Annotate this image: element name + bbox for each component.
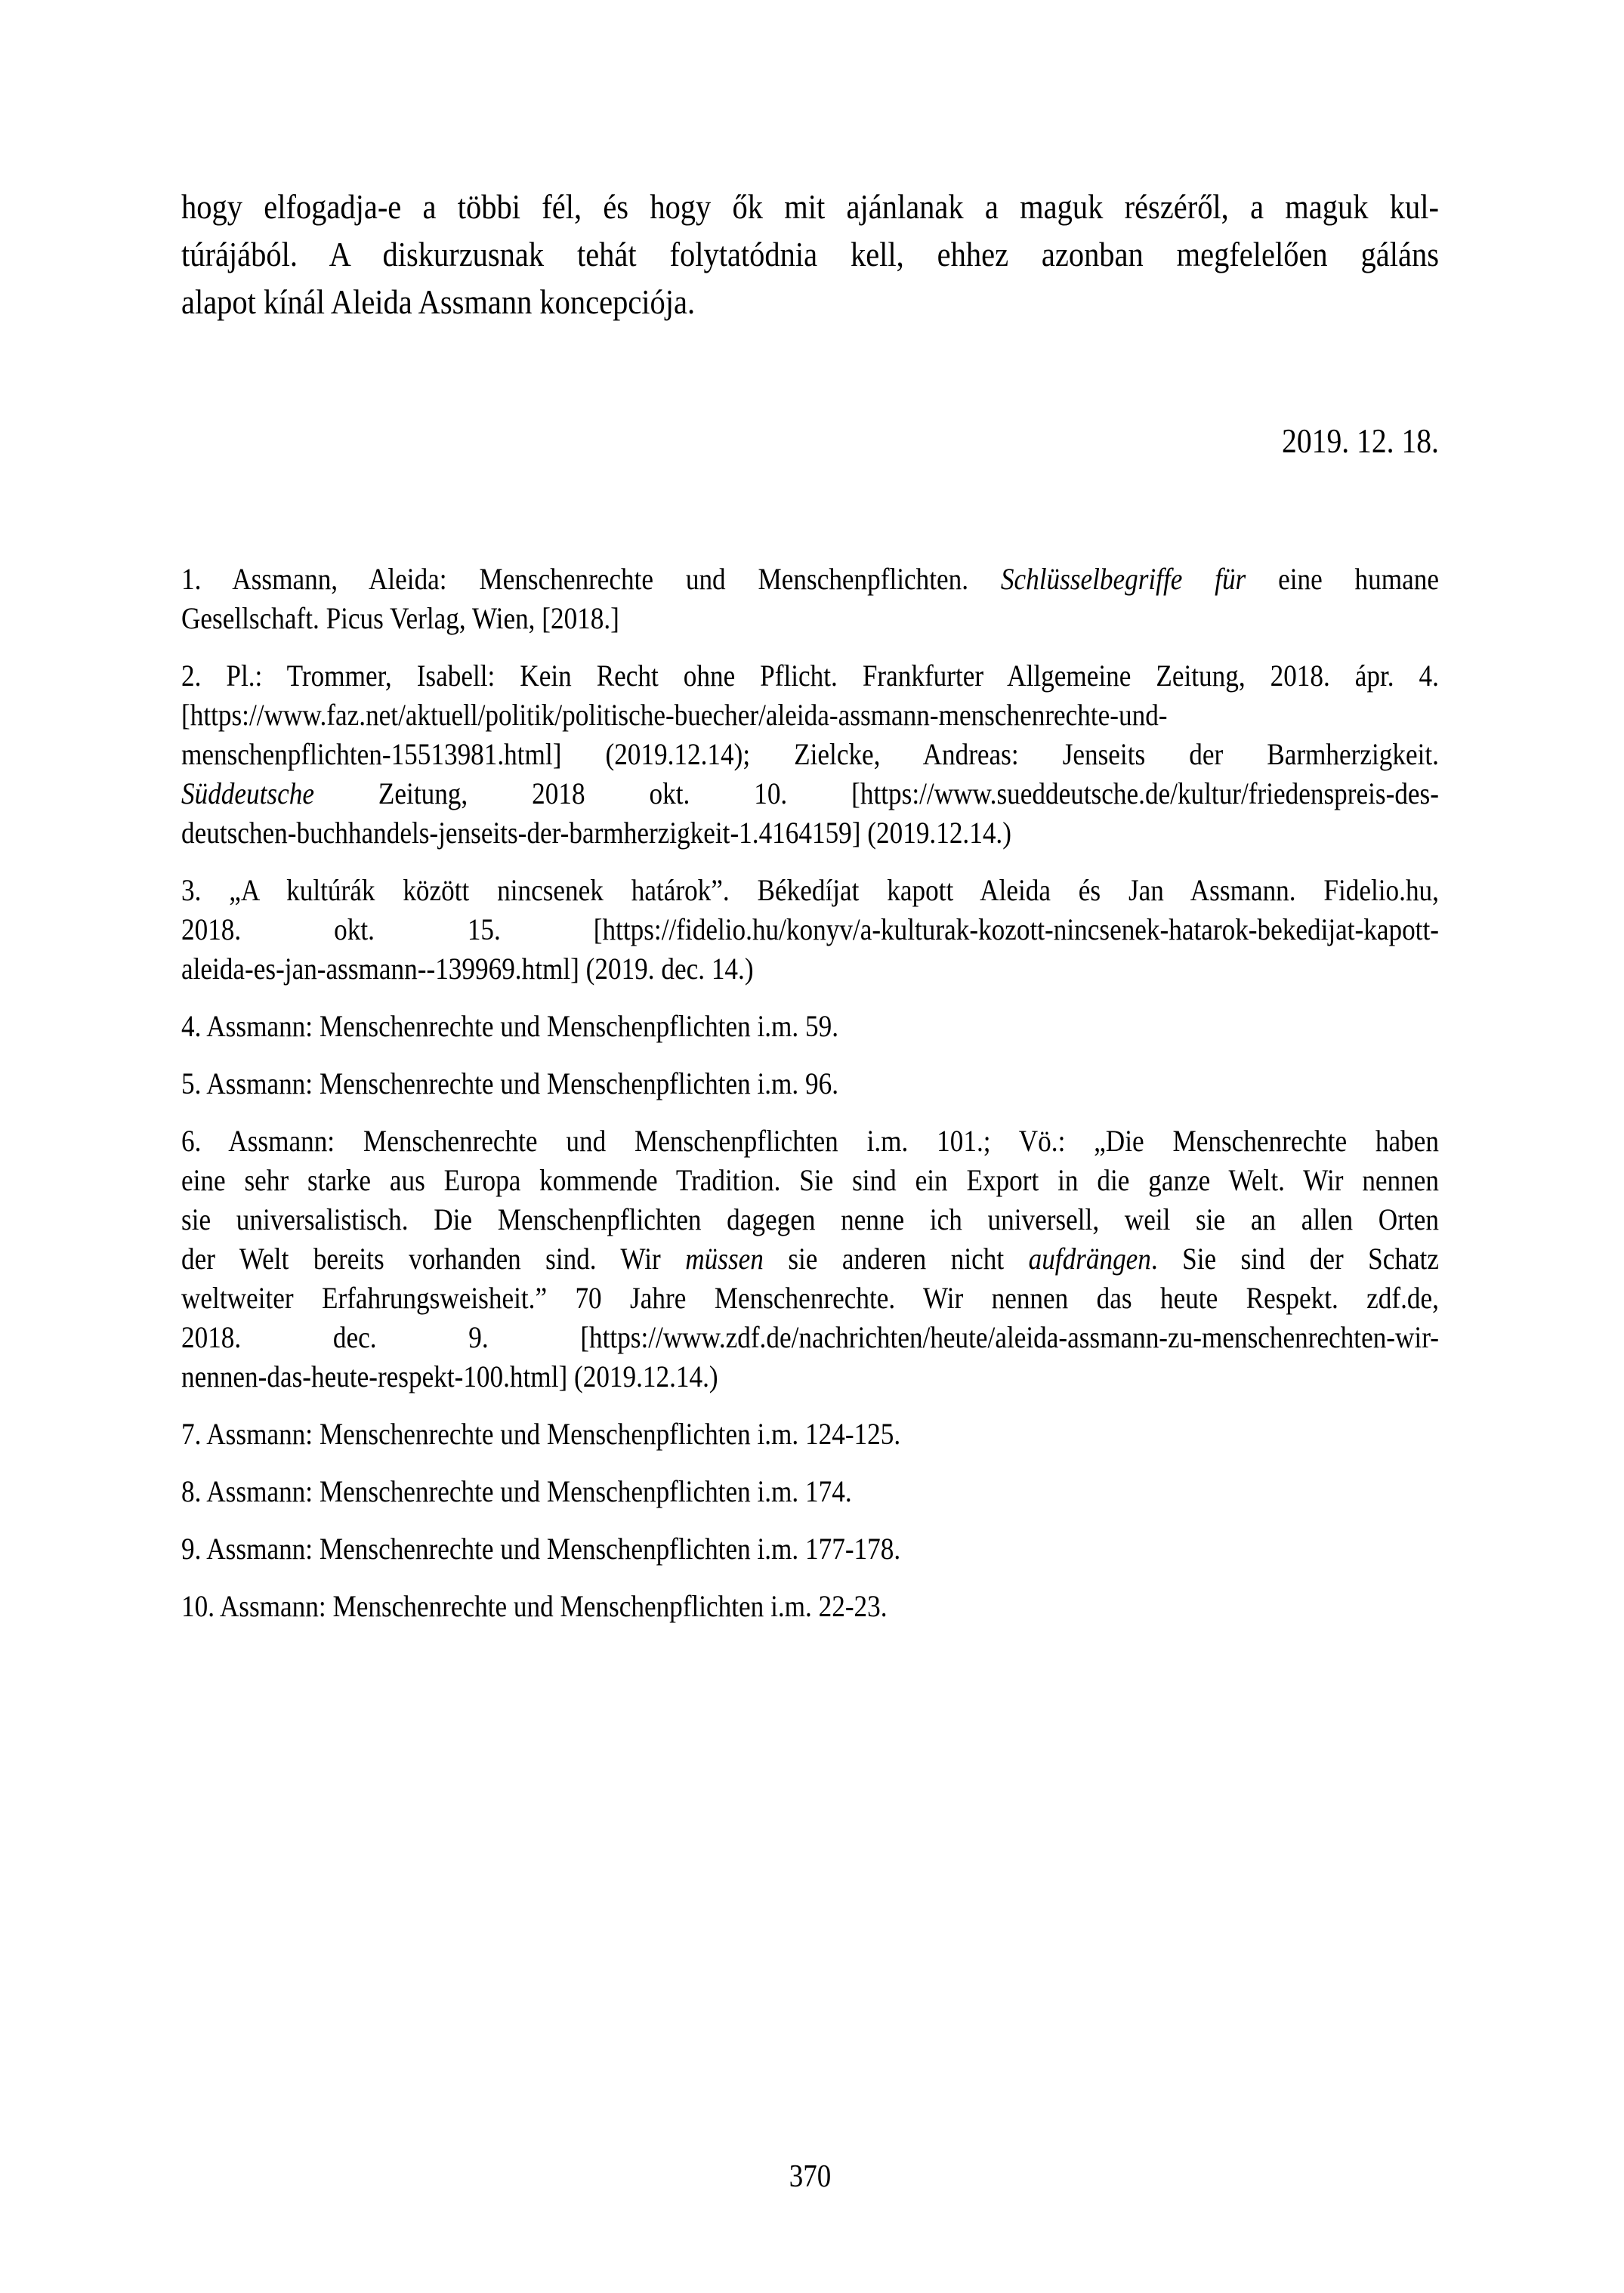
main-paragraph	[181, 0, 1439, 326]
text-line	[181, 774, 1439, 813]
text-line	[181, 1122, 1439, 1161]
text-segment: 9. Assmann: Menschenrechte und Menschenpflichten i.m. 177-178.	[181, 1532, 901, 1566]
italic-text-segment: aufdrängen	[1028, 1242, 1151, 1276]
text-segment: 10. Assmann: Menschenrechte und Menschenpflichten i.m. 22-23.	[181, 1589, 888, 1623]
text-line	[181, 1318, 1439, 1357]
text-line	[181, 1587, 1439, 1626]
text-segment: Gesellschaft. Picus Verlag, Wien, [2018.]	[181, 601, 619, 635]
text-segment: . Sie sind der Schatz	[1150, 1242, 1439, 1276]
text-line	[181, 560, 1439, 599]
text-segment: túrájából. A diskurzusnak tehát folytatódnia kell, ehhez azonban megfelelően gáláns	[181, 235, 1439, 273]
text-segment: weltweiter Erfahrungsweisheit.” 70 Jahre Menschenrechte. Wir nennen das heute Respekt. zdf.de,	[181, 1281, 1439, 1315]
text-line	[181, 1007, 1439, 1046]
text-segment: hogy elfogadja-e a többi fél, és hogy ők mit ajánlanak a maguk részéről, a maguk kul-	[181, 187, 1439, 226]
text-line	[181, 735, 1439, 774]
text-line	[181, 1200, 1439, 1239]
text-segment: alapot kínál Aleida Assmann koncepciója.	[181, 282, 696, 321]
text-column-inner	[181, 0, 1439, 2293]
text-line	[181, 1239, 1439, 1279]
footnote-5	[181, 1064, 1439, 1103]
text-line	[181, 1529, 1439, 1569]
page-number: 370	[789, 2159, 832, 2194]
text-line	[181, 278, 1439, 326]
text-segment: eine humane	[1246, 562, 1439, 596]
footnote-1	[181, 560, 1439, 638]
text-segment: 3. „A kultúrák között nincsenek határok”. Békedíjat kapott Aleida és Jan Assmann. Fidelio.hu,	[181, 873, 1439, 907]
text-segment: menschenpflichten-15513981.html] (2019.12.14); Zielcke, Andreas: Jenseits der Barmherzigkeit.	[181, 737, 1439, 771]
text-line	[181, 1415, 1439, 1454]
text-line	[181, 230, 1439, 278]
text-segment: sie anderen nicht	[763, 1242, 1029, 1276]
footnote-2	[181, 656, 1439, 853]
date-line: 2019. 12. 18.	[1282, 422, 1439, 460]
text-segment: aleida-es-jan-assmann--139969.html] (2019. dec. 14.)	[181, 952, 754, 986]
italic-text-segment: Süddeutsche	[181, 776, 314, 810]
footnote-7	[181, 1415, 1439, 1454]
text-segment: der Welt bereits vorhanden sind. Wir	[181, 1242, 686, 1276]
text-segment: eine sehr starke aus Europa kommende Tradition. Sie sind ein Export in die ganze Welt. Wir nennen	[181, 1163, 1439, 1197]
footnote-4	[181, 1007, 1439, 1046]
italic-text-segment: Schlüsselbegriffe für	[1000, 562, 1246, 596]
text-line	[181, 183, 1439, 230]
text-segment: sie universalistisch. Die Menschenpflichten dagegen nenne ich universell, weil sie an allen Orten	[181, 1202, 1439, 1236]
footnotes-section	[181, 560, 1439, 1626]
text-line	[181, 871, 1439, 910]
text-segment: Zeitung, 2018 okt. 10. [https://www.sueddeutsche.de/kultur/friedenspreis-des-	[313, 776, 1439, 810]
text-line	[181, 599, 1439, 638]
footnote-9	[181, 1529, 1439, 1569]
text-line	[181, 910, 1439, 949]
text-segment: nennen-das-heute-respekt-100.html] (2019.12.14.)	[181, 1359, 718, 1393]
text-segment: 8. Assmann: Menschenrechte und Menschenpflichten i.m. 174.	[181, 1474, 852, 1508]
footnote-10	[181, 1587, 1439, 1626]
footnote-3	[181, 871, 1439, 989]
text-segment: 5. Assmann: Menschenrechte und Menschenpflichten i.m. 96.	[181, 1066, 839, 1100]
text-line	[181, 1064, 1439, 1103]
text-line	[181, 696, 1439, 735]
text-line	[181, 1472, 1439, 1511]
footnote-6	[181, 1122, 1439, 1396]
text-segment: 1. Assmann, Aleida: Menschenrechte und Menschenpflichten.	[181, 562, 1001, 596]
text-line	[181, 949, 1439, 989]
text-column	[181, 0, 1439, 2293]
italic-text-segment: müssen	[685, 1242, 764, 1276]
text-line	[181, 813, 1439, 853]
text-segment: 7. Assmann: Menschenrechte und Menschenpflichten i.m. 124-125.	[181, 1417, 901, 1451]
text-segment: 6. Assmann: Menschenrechte und Menschenpflichten i.m. 101.; Vö.: „Die Menschenrechte haben	[181, 1124, 1439, 1158]
text-line	[181, 1161, 1439, 1200]
text-line	[181, 1357, 1439, 1396]
text-segment: 4. Assmann: Menschenrechte und Menschenpflichten i.m. 59.	[181, 1009, 839, 1043]
text-segment: 2. Pl.: Trommer, Isabell: Kein Recht ohne Pflicht. Frankfurter Allgemeine Zeitung, 2018. ápr. 4.	[181, 659, 1439, 693]
text-segment: 2018. dec. 9. [https://www.zdf.de/nachrichten/heute/aleida-assmann-zu-menschenrechten-wir-	[181, 1320, 1439, 1354]
text-segment: deutschen-buchhandels-jenseits-der-barmherzigkeit-1.4164159] (2019.12.14.)	[181, 816, 1011, 850]
text-line	[181, 1279, 1439, 1318]
text-segment: 2018. okt. 15. [https://fidelio.hu/konyv/a-kulturak-kozott-nincsenek-hatarok-bekedijat-kapott-	[181, 912, 1439, 946]
text-line	[181, 656, 1439, 696]
footnote-8	[181, 1472, 1439, 1511]
text-segment: [https://www.faz.net/aktuell/politik/politische-buecher/aleida-assmann-menschenrechte-und-	[181, 698, 1168, 732]
